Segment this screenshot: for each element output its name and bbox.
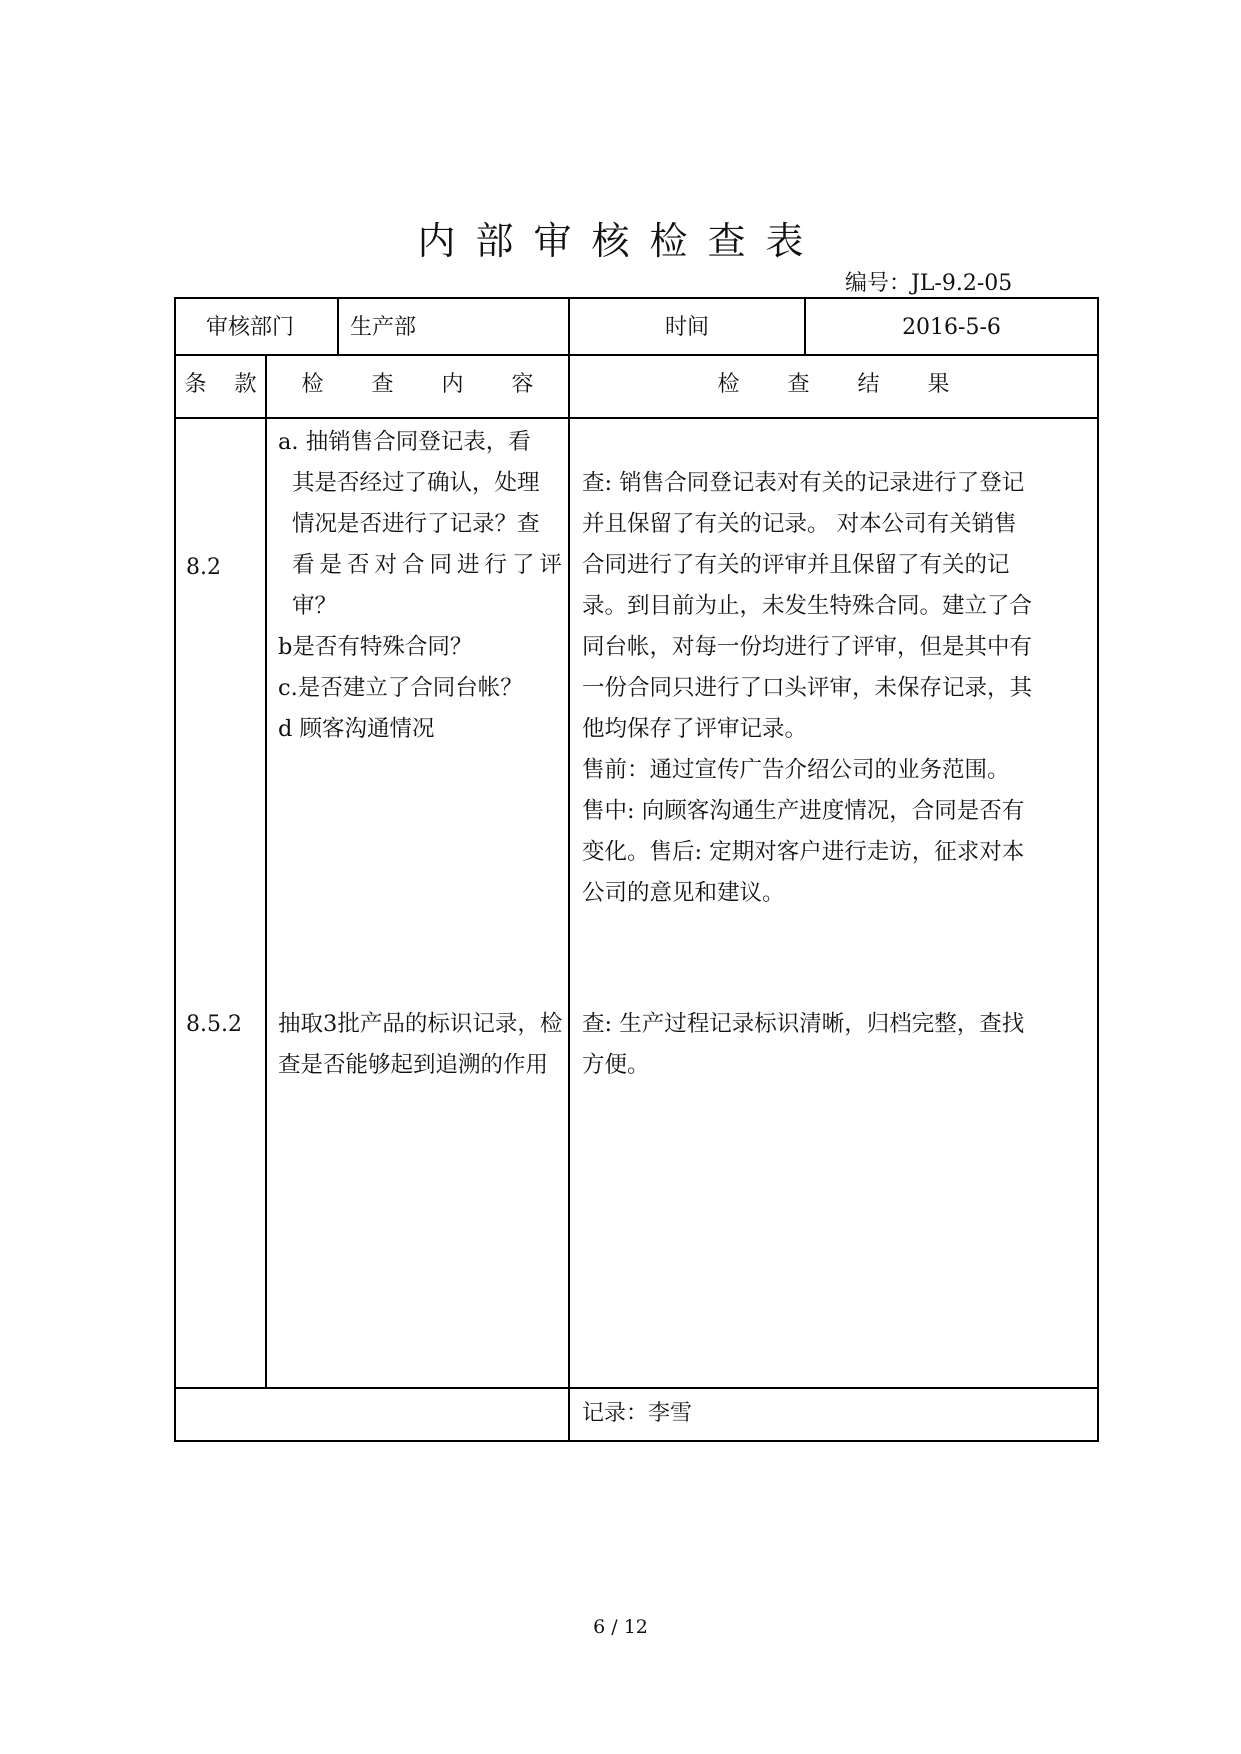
time-label: 时间 [664,315,709,340]
content-line: 其是否经过了确认，处理 [292,470,540,496]
time-value: 2016-5-6 [902,315,1001,340]
result-line: 录。到目前为止，未发生特殊合同。建立了合 [582,593,1033,619]
result-line: 公司的意见和建议。 [582,880,785,906]
check-content [278,422,568,750]
result-line: 他均保存了评审记录。 [582,716,808,742]
content-line: 抽取3批产品的标识记录，检 [278,1011,563,1037]
result-line: 查: 销售合同登记表对有关的记录进行了登记 [582,470,1025,496]
content-line: 看是否对合同进行了评 [292,552,568,578]
content-line: 情况是否进行了记录？查 [292,511,540,537]
clause-number: 8.2 [186,555,221,580]
result-line: 方便。 [582,1052,650,1078]
dept-value: 生产部 [350,315,417,340]
result-header: 检查结果 [717,372,998,397]
check-content [278,1004,568,1086]
result-line: 售前：通过宣传广告介绍公司的业务范围。 [582,757,1010,783]
result-line: 售中: 向顾客沟通生产进度情况，合同是否有 [582,798,1025,824]
row-divider [176,417,1097,419]
content-line: c.是否建立了合同台帐？ [278,675,523,701]
page-indicator: 6 / 12 [593,1616,648,1638]
document-title: 内部审核检查表 [417,219,824,263]
result-line: 变化。售后: 定期对客户进行走访，征求对本 [582,839,1025,865]
row-divider [176,354,1097,356]
result-line: 一份合同只进行了口头评审，未保存记录，其 [582,675,1033,701]
clause-header: 条款 [184,372,285,397]
column-divider [265,354,267,1387]
check-result [582,463,1092,914]
result-line: 同台帐，对每一份均进行了评审，但是其中有 [582,634,1033,660]
clause-number: 8.5.2 [186,1012,242,1037]
content-line: a. 抽销售合同登记表，看 [278,429,531,455]
content-line: 审？ [292,593,338,619]
content-line: d 顾客沟通情况 [278,716,435,742]
document-number: 编号：JL-9.2-05 [845,271,1013,296]
result-line: 查: 生产过程记录标识清晰，归档完整，查找 [582,1011,1025,1037]
audit-checklist-table [174,297,1099,1442]
result-line: 合同进行了有关的评审并且保留了有关的记 [582,552,1010,578]
column-divider [568,299,570,1440]
content-line: 查是否能够起到追溯的作用 [278,1052,549,1078]
content-line: b是否有特殊合同？ [278,634,473,660]
check-result [582,1004,1092,1086]
dept-label: 审核部门 [206,315,295,340]
row-divider [176,1387,1097,1389]
content-header: 检查内容 [301,372,582,397]
recorder-signature: 记录：李雪 [582,1401,693,1426]
result-line: 并且保留了有关的记录。 对本公司有关销售 [582,511,1017,537]
column-divider [337,299,339,354]
